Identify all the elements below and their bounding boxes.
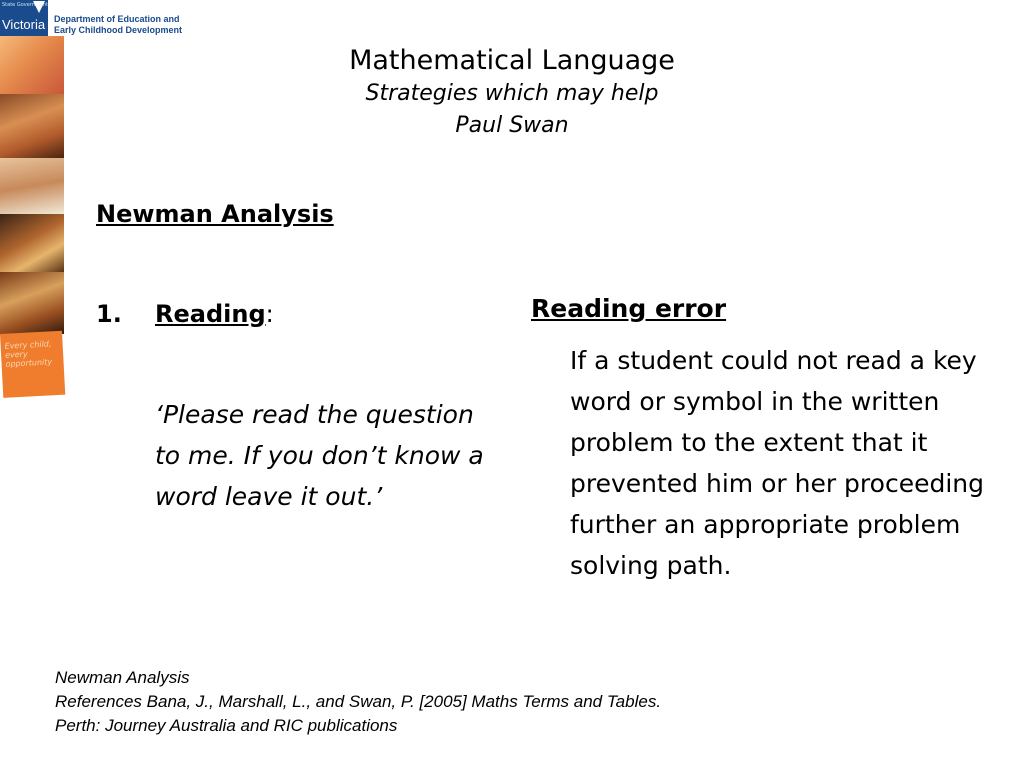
child-photo-3 — [0, 158, 64, 214]
department-line-2: Early Childhood Development — [54, 25, 183, 35]
slogan-card — [0, 331, 65, 398]
reading-error-body: If a student could not read a key word or symbol in the written problem to the extent that it prevented him or her proceeding further an appropriate problem solving path. — [570, 346, 984, 580]
department-name — [54, 14, 182, 36]
reading-quote: ‘Please read the question to me. If you don’t know a word leave it out.’ — [155, 400, 484, 511]
triangle-icon — [33, 1, 45, 13]
logo-name: Victoria — [2, 17, 46, 32]
slogan-text: Every child, every opportunity — [4, 339, 53, 369]
references — [55, 666, 661, 738]
logo-state-text: State Government — [2, 2, 49, 8]
reading-label: Reading — [155, 300, 266, 328]
slide-title-block — [0, 44, 1024, 142]
department-line-1: Department of Education and — [54, 14, 180, 24]
reading-colon: : — [265, 300, 274, 328]
victoria-logo — [0, 0, 48, 36]
reference-line-1: Newman Analysis — [55, 668, 190, 687]
newman-analysis-heading: Newman Analysis — [96, 200, 334, 228]
reading-item — [155, 300, 274, 328]
child-photo-5 — [0, 272, 64, 334]
child-photo-4 — [0, 214, 64, 272]
reference-line-3: Perth: Journey Australia and RIC publications — [55, 716, 398, 735]
reading-error-heading: Reading error — [531, 294, 727, 323]
slide-title: Mathematical Language — [349, 45, 675, 76]
reference-line-2: References Bana, J., Marshall, L., and Swan, P. [2005] Maths Terms and Tables. — [55, 692, 662, 711]
list-number: 1. — [96, 300, 122, 328]
slide-subtitle: Strategies which may help — [365, 81, 659, 106]
slide-author: Paul Swan — [455, 113, 569, 138]
